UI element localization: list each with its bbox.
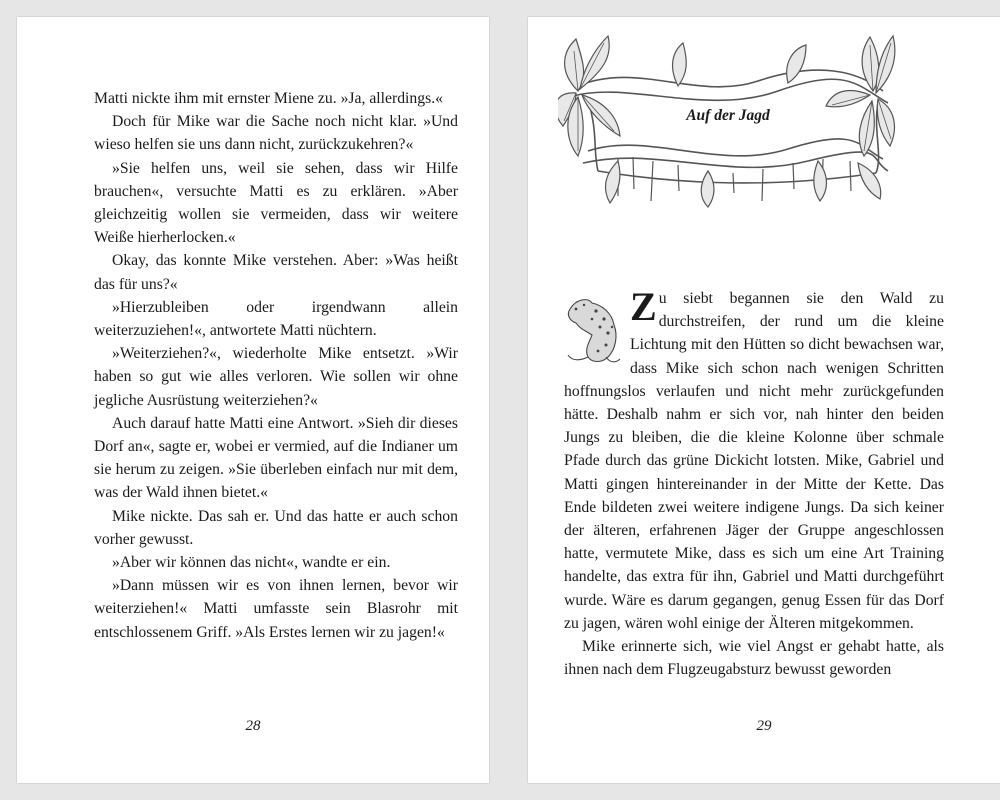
paragraph-text: u siebt begannen sie den Wald zu durchstreifen, der rund um die kleine Lichtung mit den Hütten so dicht bewachsen war, dass Mike sich schon nach wenigen Schritten hoffnungslos verlaufen und nicht mehr zurückgefunden hätte. Deshalb nahm er sich vor, nah hinter den beiden Jungs zu bleiben, die die kleine Kolonne über schmale Pfade durch das grüne Dickicht lotsten. Mike, Gabriel und Matti gingen hintereinander in der Mitte der Kette. Das Ende bildeten zwei weitere indigene Jungs. Da sich keiner der älteren, erfahrenen Jäger der Gruppe angeschlossen hatte, vermutete Mike, dass es sich um eine Art Training handelte, das extra für ihn, Gabriel und Matti durchgeführt wurde. Wäre es darum gegangen, genug Essen für das Dorf zu jagen, wären wohl einige der Älteren mitgekommen. (564, 290, 944, 632)
opening-paragraph (564, 284, 944, 635)
chapter-vignette (558, 31, 898, 211)
paragraph: »Hierzubleiben oder irgendwann allein weiterzuziehen!«, antwortete Matti nüchtern. (94, 298, 458, 340)
leopard-icon (562, 291, 624, 365)
paragraph: Auch darauf hatte Matti eine Antwort. »Sieh dir dieses Dorf an«, sagte er, wobei er vermied, auf die Indianer um sie herum zu zeigen. »Sie überleben einfach nur mit dem, was der Wald ihnen bietet.« (94, 414, 458, 502)
paragraph: »Sie helfen uns, weil sie sehen, dass wir Hilfe brauchen«, versuchte Matti es zu erklären. »Aber gleichzeitig wollen sie vermeiden, dass wir weitere Weiße hierherlocken.« (94, 159, 458, 247)
paragraph: »Aber wir können das nicht«, wandte er ein. (112, 554, 391, 572)
paragraph: »Weiterziehen?«, wiederholte Mike entsetzt. »Wir haben so gut wie alles verloren. Wie sollen wir ohne jegliche Ausrüstung weiterziehen?« (94, 345, 458, 409)
left-page-text (94, 87, 458, 644)
left-page (17, 17, 489, 783)
paragraph: Mike nickte. Das sah er. Und das hatte er auch schon vorher gewusst. (94, 507, 458, 548)
paragraph: Mike erinnerte sich, wie viel Angst er gehabt hatte, als ihnen nach dem Flugzeugabsturz bewusst geworden (564, 638, 944, 679)
right-page-text (564, 284, 944, 681)
drop-cap: Z (630, 284, 657, 329)
page-number: 29 (756, 718, 772, 734)
page-number: 28 (245, 718, 261, 734)
right-page (528, 17, 1000, 783)
chapter-title: Auf der Jagd (686, 107, 770, 124)
paragraph: »Dann müssen wir es von ihnen lernen, bevor wir weiterziehen!« Matti umfasste sein Blasrohr mit entschlossenem Griff. »Als Erstes lernen wir zu jagen!« (94, 577, 458, 641)
paragraph: Okay, das konnte Mike verstehen. Aber: »Was heißt das für uns?« (94, 252, 458, 293)
paragraph: Doch für Mike war die Sache noch nicht klar. »Und wieso helfen sie uns dann nicht, zurückzukehren?« (94, 113, 458, 154)
paragraph: Matti nickte ihm mit ernster Miene zu. »Ja, allerdings.« (94, 90, 443, 107)
